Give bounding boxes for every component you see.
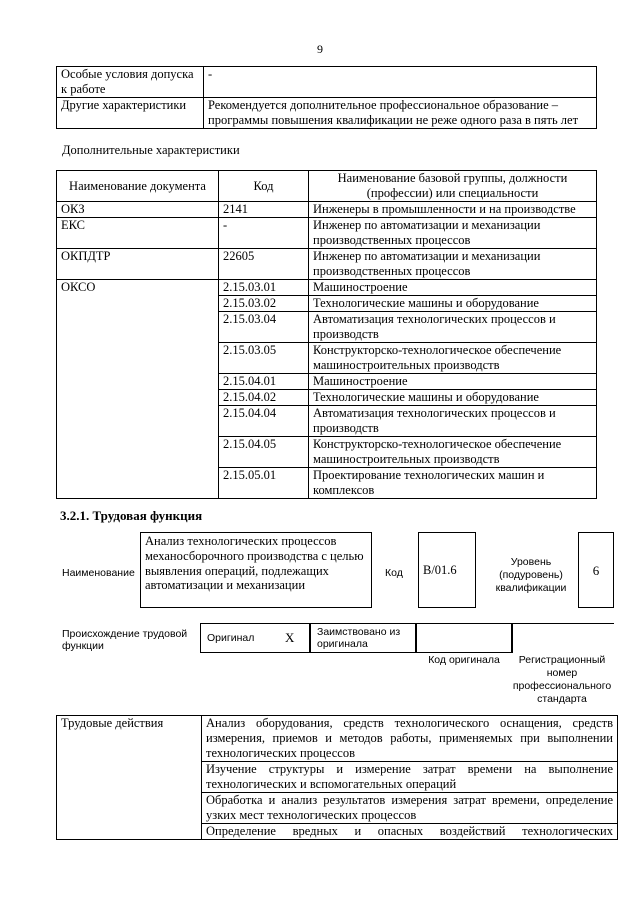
name-cell: Автоматизация технологических процессов и производств xyxy=(309,312,597,343)
code-original-box xyxy=(416,623,512,653)
additional-characteristics-title: Дополнительные характеристики xyxy=(62,143,240,157)
table-row xyxy=(57,249,597,280)
name-cell: Инженер по автоматизации и механизации производственных процессов xyxy=(309,218,597,249)
level-value: 6 xyxy=(578,532,614,608)
name-cell: Технологические машины и оборудование xyxy=(309,390,597,406)
name-cell: Технологические машины и оборудование xyxy=(309,296,597,312)
top-table xyxy=(56,66,597,129)
code-label: Код xyxy=(385,567,403,579)
actions-table xyxy=(56,715,618,840)
table-row xyxy=(57,202,597,218)
action-item: Изучение структуры и измерение затрат времени на выполнение технологических и вспомогательных операций xyxy=(202,762,618,793)
header-code: Код xyxy=(219,171,309,202)
doc-cell: ЕКС xyxy=(57,218,219,249)
function-name-value: Анализ технологических процессов механосборочного производства с целью выявления операций, подлежащих автоматизации и механизации xyxy=(140,532,372,608)
table-row xyxy=(57,67,597,98)
code-cell: 2.15.04.04 xyxy=(219,406,309,437)
doc-cell: ОКПДТР xyxy=(57,249,219,280)
code-value: В/01.6 xyxy=(418,532,476,608)
special-conditions-label: Особые условия допуска к работе xyxy=(57,67,204,98)
level-label: Уровень (подуровень) квалификации xyxy=(495,556,567,594)
reg-number-box xyxy=(512,623,614,653)
header-doc: Наименование документа xyxy=(57,171,219,202)
code-cell: - xyxy=(219,218,309,249)
table-row xyxy=(57,716,618,762)
code-cell: 2.15.04.02 xyxy=(219,390,309,406)
borrowed-label: Заимствовано из оригинала xyxy=(310,623,416,653)
code-cell: 22605 xyxy=(219,249,309,280)
table-row xyxy=(57,218,597,249)
action-item: Обработка и анализ результатов измерения затрат времени, определение узких мест технологических процессов xyxy=(202,793,618,824)
origin-label: Происхождение трудовой функции xyxy=(62,628,188,652)
name-cell: Конструкторско-технологическое обеспечение машиностроительных производств xyxy=(309,437,597,468)
code-cell: 2.15.05.01 xyxy=(219,468,309,499)
table-row xyxy=(57,98,597,129)
name-cell: Инженер по автоматизации и механизации производственных процессов xyxy=(309,249,597,280)
actions-label: Трудовые действия xyxy=(57,716,202,840)
code-cell: 2.15.04.01 xyxy=(219,374,309,390)
page-number: 9 xyxy=(317,42,323,56)
original-label: Оригинал xyxy=(207,632,255,644)
name-cell: Инженеры в промышленности и на производстве xyxy=(309,202,597,218)
code-cell: 2.15.04.05 xyxy=(219,437,309,468)
name-cell: Автоматизация технологических процессов и производств xyxy=(309,406,597,437)
other-characteristics-value: Рекомендуется дополнительное профессиональное образование – программы повышения квалификации не реже одного раза в пять лет xyxy=(204,98,597,129)
name-cell: Машиностроение xyxy=(309,280,597,296)
special-conditions-value: - xyxy=(204,67,597,98)
original-box xyxy=(200,623,310,653)
action-item: Анализ оборудования, средств технологического оснащения, средств измерения, приемов и методов работы, применяемых при выполнении технологических процессов xyxy=(202,716,618,762)
table-header-row xyxy=(57,171,597,202)
code-cell: 2.15.03.02 xyxy=(219,296,309,312)
action-item: Определение вредных и опасных воздействий технологических xyxy=(202,824,618,840)
code-cell: 2141 xyxy=(219,202,309,218)
code-cell: 2.15.03.05 xyxy=(219,343,309,374)
original-mark: X xyxy=(285,630,295,645)
name-cell: Проектирование технологических машин и комплексов xyxy=(309,468,597,499)
characteristics-table xyxy=(56,170,597,499)
code-cell: 2.15.03.04 xyxy=(219,312,309,343)
other-characteristics-label: Другие характеристики xyxy=(57,98,204,129)
header-name: Наименование базовой группы, должности (профессии) или специальности xyxy=(309,171,597,202)
section-title: 3.2.1. Трудовая функция xyxy=(60,508,203,523)
code-cell: 2.15.03.01 xyxy=(219,280,309,296)
name-cell: Машиностроение xyxy=(309,374,597,390)
name-cell: Конструкторско-технологическое обеспечение машиностроительных производств xyxy=(309,343,597,374)
name-label: Наименование xyxy=(62,567,135,579)
table-row xyxy=(57,280,597,296)
code-original-label: Код оригинала xyxy=(428,654,500,666)
doc-cell: ОКСО xyxy=(57,280,219,499)
reg-number-label: Регистрационный номер профессионального стандарта xyxy=(512,654,612,705)
doc-cell: ОКЗ xyxy=(57,202,219,218)
